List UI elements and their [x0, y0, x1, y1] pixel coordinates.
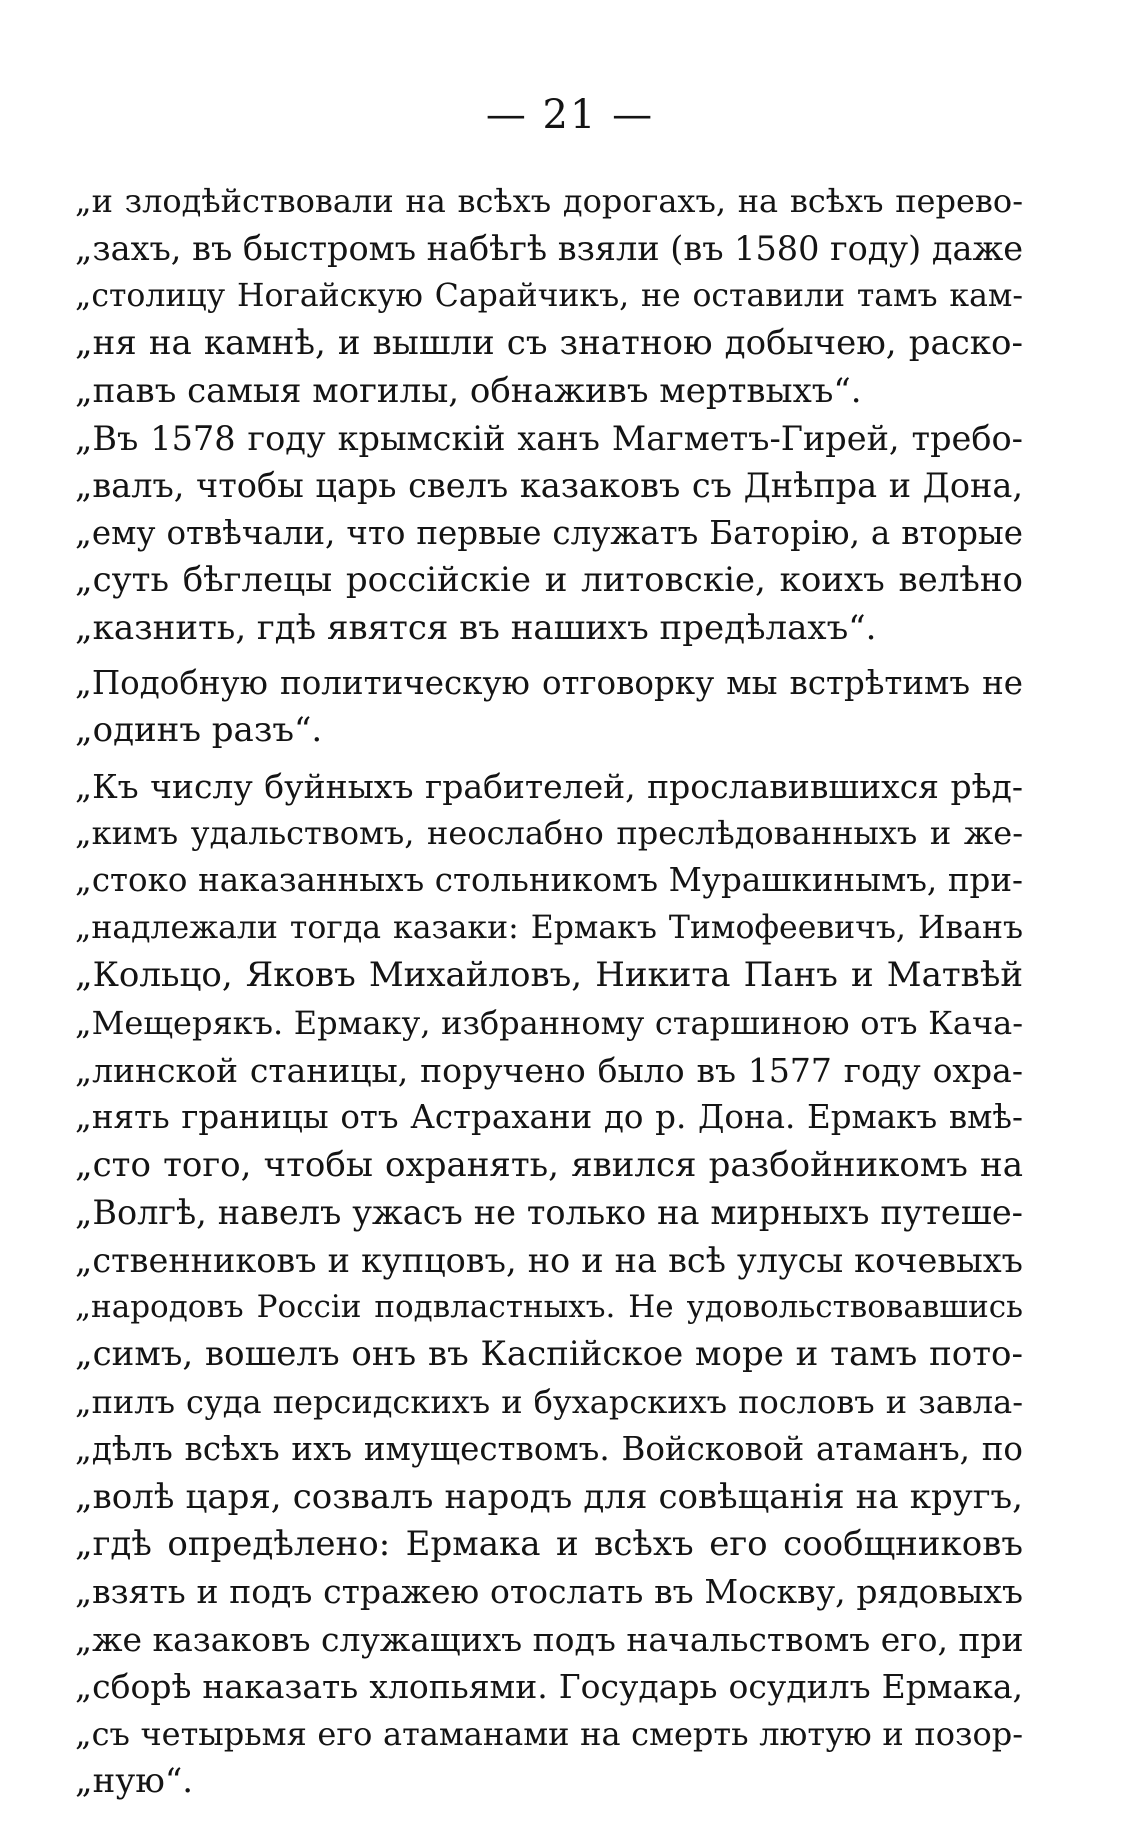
text-line: „суть бѣглецы россійскіе и литовскіе, коихъ велѣно	[75, 560, 1023, 601]
text-line: „и злодѣйствовали на всѣхъ дорогахъ, на всѣхъ перево-	[75, 182, 1023, 220]
text-line: „взять и подъ стражею отослать въ Москву, рядовыхъ	[75, 1572, 1023, 1612]
text-line: „сборѣ наказать хлопьями. Государь осудилъ Ермака,	[75, 1667, 1023, 1707]
text-line: „ную“.	[75, 1760, 194, 1801]
text-line: „народовъ Россіи подвластныхъ. Не удовольствовавшись	[75, 1288, 1023, 1325]
text-line: „гдѣ опредѣлено: Ермака и всѣхъ его сообщниковъ	[75, 1523, 1023, 1564]
text-line: „нять границы отъ Астрахани до р. Дона. Ермакъ вмѣ-	[75, 1098, 1023, 1137]
paragraph	[75, 415, 1023, 652]
text-line: „Мещерякъ. Ермаку, избранному старшиною отъ Кача-	[75, 1003, 1023, 1042]
text-line: „ственниковъ и купцовъ, но и на всѣ улусы кочевыхъ	[75, 1240, 1023, 1280]
text-line: „ня на камнѣ, и вышли съ знатною добычею, раско-	[75, 323, 1023, 364]
text-line: „павъ самыя могилы, обнаживъ мертвыхъ“.	[75, 370, 862, 411]
text-line: „ему отвѣчали, что первые служатъ Баторію, а вторые	[75, 513, 1023, 552]
text-line: „надлежали тогда казаки: Ермакъ Тимофеевичъ, Иванъ	[75, 909, 1023, 946]
text-line: „линской станицы, поручено было въ 1577 году охра-	[75, 1051, 1023, 1091]
text-line: „симъ, вошелъ онъ въ Каспійское море и тамъ пото-	[75, 1334, 1023, 1375]
text-line: „валъ, чтобы царь свелъ казаковъ съ Днѣпра и Дона,	[75, 466, 1023, 506]
paragraph	[75, 660, 1023, 755]
text-line: „съ четырьмя его атаманами на смерть лютую и позор-	[75, 1714, 1023, 1753]
paragraph	[75, 178, 1023, 415]
paragraph	[75, 763, 1023, 1806]
text-line: „одинъ разъ“.	[75, 710, 323, 751]
text-line: „столицу Ногайскую Сарайчикъ, не оставили тамъ кам-	[75, 277, 1023, 314]
text-line: „сто того, чтобы охранять, явился разбойникомъ на	[75, 1144, 1023, 1185]
text-line: „кимъ удальствомъ, неослабно преслѣдованныхъ и же-	[75, 814, 1023, 853]
text-line: „волѣ царя, созвалъ народъ для совѣщанія на кругъ,	[75, 1476, 1023, 1517]
page-number: — 21 —	[485, 92, 655, 138]
text-line: „Къ числу буйныхъ грабителей, прославившихся рѣд-	[75, 766, 1023, 806]
text-line: „Кольцо, Яковъ Михайловъ, Никита Панъ и Матвѣй	[75, 955, 1023, 996]
text-line: „дѣлъ всѣхъ ихъ имуществомъ. Войсковой атаманъ, по	[75, 1430, 1023, 1469]
text-line: „захъ, въ быстромъ набѣгѣ взяли (въ 1580 году) даже	[75, 229, 1024, 269]
text-line: „Подобную политическую отговорку мы встрѣтимъ не	[75, 663, 1023, 702]
body-text	[75, 178, 1023, 1805]
text-line: „казнить, гдѣ явятся въ нашихъ предѣлахъ“.	[75, 607, 877, 648]
text-line: „Волгѣ, навелъ ужасъ не только на мирныхъ путеше-	[75, 1193, 1023, 1233]
text-line: „Въ 1578 году крымскій ханъ Магметъ-Гирей, требо-	[75, 418, 1023, 458]
text-line: „пилъ суда персидскихъ и бухарскихъ пословъ и завла-	[75, 1382, 1023, 1421]
text-line: „же казаковъ служащихъ подъ начальствомъ его, при	[75, 1619, 1024, 1659]
text-line: „стоко наказанныхъ стольникомъ Мурашкинымъ, при-	[75, 861, 1023, 900]
